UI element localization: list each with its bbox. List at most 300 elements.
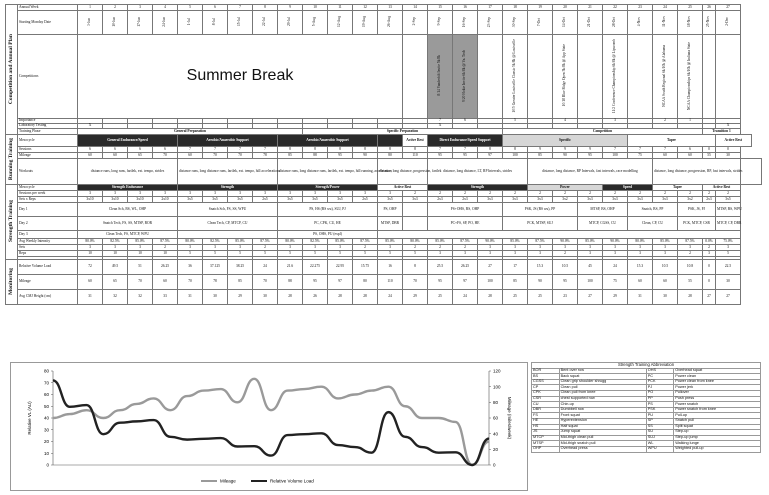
abbr-meaning: Half squat: [559, 424, 646, 430]
run-sessions: 6: [678, 147, 703, 153]
str-sessions: 2: [528, 191, 553, 197]
data-point: [388, 386, 389, 387]
run-mesocycle: [378, 135, 403, 147]
weekly-intensity: 85.0%: [228, 239, 253, 245]
weekly-intensity: 90.0%: [478, 239, 503, 245]
phase-transition: Transition 1: [703, 129, 741, 135]
data-point: [170, 410, 171, 411]
abbr-meaning: Back squat: [559, 374, 646, 380]
week-number: 8: [253, 5, 278, 11]
cmj-value: 25: [528, 290, 553, 305]
sets-value: 2: [428, 245, 453, 251]
run-sessions: 8: [328, 147, 353, 153]
cmj-value: 32: [128, 290, 153, 305]
abbr-meaning: Hyperextension: [559, 418, 646, 424]
monitor-mileage: 70: [128, 275, 153, 290]
reps-value: 5: [228, 251, 253, 257]
start-date-text: 5-Aug: [312, 17, 317, 27]
run-mileage: 60: [653, 153, 678, 159]
table-row: [6, 159, 762, 185]
importance-value: 4: [553, 119, 578, 124]
abbr-code: HE: [532, 418, 560, 424]
week-number: 25: [678, 5, 703, 11]
str-sessions: 3: [278, 191, 303, 197]
str-sessions: 2: [653, 191, 678, 197]
run-mileage: 97: [478, 153, 503, 159]
str-day3-exercises: Clean Tech, FS, MTCP, WPU: [78, 231, 178, 239]
data-point: [103, 434, 104, 435]
weekly-intensity: 85.0%: [653, 239, 678, 245]
monitor-mileage-label: Mileage: [18, 275, 78, 290]
data-point: [321, 386, 322, 387]
abbreviation-legend: [531, 362, 761, 489]
training-load-chart: [10, 362, 528, 491]
str-day2-exercises: PC+FS, SP, PO, HE: [428, 217, 503, 231]
str-mesocycle: Strength: [428, 185, 528, 191]
reps-label: Reps: [18, 251, 78, 257]
str-day1-exercises: PS+OHS, BS, OHP: [428, 203, 503, 217]
str-sets-reps: 3x5: [303, 197, 328, 203]
run-sessions: 6: [128, 147, 153, 153]
str-sessions: 3: [253, 191, 278, 197]
data-point: [271, 410, 272, 411]
abbr-code: HS: [532, 424, 560, 430]
cmj-value: 30: [203, 290, 228, 305]
start-date-text: 30-Sep: [512, 16, 517, 27]
week-number: 20: [553, 5, 578, 11]
week-number: 1: [78, 5, 103, 11]
cmj-value: 23: [553, 290, 578, 305]
run-workout: distance runs, long distance runs, fartlek, ext. tempo, hill accelerations: [178, 159, 278, 185]
start-date-text: 16-Sep: [462, 16, 467, 27]
str-mesocycle: Speed: [603, 185, 653, 191]
y-tick-label: 50: [43, 403, 49, 409]
start-date: [453, 11, 478, 35]
data-point: [86, 405, 87, 406]
monitor-mileage: 95: [553, 275, 578, 290]
run-mileage: 85: [278, 153, 303, 159]
start-date-text: 23-Sep: [487, 16, 492, 27]
str-mesocycle: Strength: [178, 185, 278, 191]
data-point: [355, 447, 356, 448]
abbr-meaning: Jump squat: [559, 430, 646, 436]
data-point: [405, 437, 406, 438]
start-date: [128, 11, 153, 35]
cmj-value: 29: [403, 290, 428, 305]
run-sessions: 7: [628, 147, 653, 153]
reps-value: 5: [178, 251, 203, 257]
week-number: 11: [328, 5, 353, 11]
cmj-value: 31: [78, 290, 103, 305]
week-number: 4: [153, 5, 178, 11]
str-sessions: 3: [228, 191, 253, 197]
run-sessions: 9: [553, 147, 578, 153]
rel-volume-value: 24: [253, 260, 278, 275]
run-sessions: 7: [203, 147, 228, 153]
str-day2-exercises: MTCP, CGSS, CU: [578, 217, 628, 231]
run-mesocycle: Taper: [628, 135, 716, 147]
start-date-text: 11-Nov: [662, 16, 667, 28]
run-mileage: 60: [78, 153, 103, 159]
section-competition-label: Competition and Annual Plan: [7, 33, 14, 104]
data-point: [237, 446, 238, 447]
run-sessions: 9: [578, 147, 603, 153]
week-number: 22: [603, 5, 628, 11]
run-sessions: 6: [78, 147, 103, 153]
weekly-intensity: 87.5%: [253, 239, 278, 245]
reps-value: 3: [503, 251, 528, 257]
run-mileage: 95: [453, 153, 478, 159]
cmj-value: 33: [153, 290, 178, 305]
abbr-code: SS: [646, 424, 673, 430]
abbr-meaning: Split squat: [674, 424, 761, 430]
data-point: [304, 389, 305, 390]
data-point: [137, 421, 138, 422]
run-mileage: 90: [353, 153, 378, 159]
y2-tick-label: 40: [493, 431, 499, 437]
str-sessions: 3: [203, 191, 228, 197]
data-point: [204, 390, 205, 391]
start-date: [716, 11, 741, 35]
abbr-meaning: Walking lunge: [674, 441, 761, 447]
start-date-text: 17-Jun: [137, 16, 142, 27]
sets-value: 2: [403, 245, 428, 251]
week-number: 26: [703, 5, 716, 11]
run-workout: distance runs, long distance runs, fartlek, ext. tempo, hill running, acceleration: [278, 159, 378, 185]
str-sets-reps: 3x10: [128, 197, 153, 203]
str-sessions: 2: [628, 191, 653, 197]
sets-value: 3: [716, 245, 741, 251]
str-sets-reps: 2x5: [353, 197, 378, 203]
week-number: 10: [303, 5, 328, 11]
y2-tick-label: 0: [493, 462, 496, 468]
start-date: [503, 11, 528, 35]
sets-value: 3: [578, 245, 603, 251]
data-point: [237, 402, 238, 403]
str-sessions: 2: [553, 191, 578, 197]
monitor-mileage: 97: [453, 275, 478, 290]
start-date-text: 8-Jul: [212, 18, 217, 26]
str-sets-reps: 3x3: [503, 197, 528, 203]
start-date-label: Starting Monday Date: [18, 11, 78, 35]
y2-tick-label: 120: [493, 368, 501, 374]
str-sets-reps: 2x3: [428, 197, 453, 203]
data-point: [338, 445, 339, 446]
abbr-code: PS: [646, 402, 673, 408]
rel-volume-value: 37.125: [203, 260, 228, 275]
sets-value: 3: [503, 245, 528, 251]
run-sessions: 0: [716, 147, 741, 153]
cmj-value: 31: [178, 290, 203, 305]
weekly-intensity: 75.0%: [716, 239, 741, 245]
abbr-code: CGSS: [532, 379, 560, 385]
cmj-value: 32: [103, 290, 128, 305]
monitor-mileage: 100: [478, 275, 503, 290]
str-day2-exercises: PC, CPK, CU, HE: [278, 217, 378, 231]
run-sessions: 0: [703, 147, 716, 153]
weekly-intensity: 80.0%: [628, 239, 653, 245]
rel-volume-value: 36: [178, 260, 203, 275]
sets-value: 2: [353, 245, 378, 251]
start-date-text: 26-Aug: [387, 16, 392, 28]
str-day1-exercises: Snatch Sch, FS, SS, WPU: [178, 203, 278, 217]
lab-test-mark: X: [428, 124, 453, 129]
day1-label: Day 1: [18, 203, 78, 217]
abbr-code: DBR: [532, 407, 560, 413]
sets-value: 3: [178, 245, 203, 251]
phase-competition: Competition: [503, 129, 703, 135]
rel-volume-value: 45: [578, 260, 603, 275]
rel-volume-value: 26.25: [153, 260, 178, 275]
phase-general: General Preparation: [78, 129, 303, 135]
str-day1-exercises: PS, OHP: [378, 203, 403, 217]
week-number: 3: [128, 5, 153, 11]
reps-value: 5: [353, 251, 378, 257]
str-sets-reps: 3x5: [378, 197, 403, 203]
weekly-intensity: 87.5%: [528, 239, 553, 245]
week-number: 17: [478, 5, 503, 11]
series-line-relative-volume-load: [53, 380, 489, 465]
reps-value: 5: [203, 251, 228, 257]
day3-label: Day 3: [18, 231, 78, 239]
reps-value: 10: [103, 251, 128, 257]
run-mileage: 95: [578, 153, 603, 159]
rel-volume-value: 16: [378, 260, 403, 275]
table-row: [6, 260, 762, 275]
run-mesocycle: Direct Endurance/Speed Support: [428, 135, 503, 147]
training-phase-label: Training Phase: [18, 129, 78, 135]
abbr-meaning: Power snatch from knee: [674, 407, 761, 413]
str-sets-reps: 3x5: [203, 197, 228, 203]
reps-value: 10: [128, 251, 153, 257]
empty-cell: [528, 35, 553, 119]
empty-cell: [403, 203, 428, 217]
y-axis-title: Relative VL (AU): [27, 401, 32, 435]
cmj-value: 25: [503, 290, 528, 305]
abbr-meaning: Push press: [674, 396, 761, 402]
abbr-meaning: Overhead press: [559, 446, 646, 452]
monitor-mileage: 0: [703, 275, 716, 290]
start-date: [303, 11, 328, 35]
day2-label: Day 2: [18, 217, 78, 231]
monitor-mileage: 100: [578, 275, 603, 290]
str-day1-exercises: PSK, JS, PJ: [678, 203, 716, 217]
run-sessions: 7: [453, 147, 478, 153]
start-date: [103, 11, 128, 35]
data-point: [489, 441, 490, 442]
section-running: [6, 135, 18, 185]
run-workout: distance, long distance, progression, RP, fast intervals, strides: [653, 159, 741, 185]
str-sessions: 2: [678, 191, 703, 197]
importance-value: 1: [678, 119, 703, 124]
data-point: [187, 396, 188, 397]
table-row: [532, 446, 761, 452]
table-row: [6, 11, 762, 35]
abbr-meaning: Mid-thigh snatch pull: [559, 441, 646, 447]
str-sessions: 3: [303, 191, 328, 197]
section-strength: [6, 185, 18, 260]
abbr-code: JS: [532, 430, 560, 436]
abbr-code: PSK: [646, 407, 673, 413]
run-sessions: 6: [103, 147, 128, 153]
sets-value: 3: [78, 245, 103, 251]
run-sessions: 7: [653, 147, 678, 153]
abbreviation-title: Strength Training Abbreviation: [532, 363, 761, 369]
start-date: [628, 11, 653, 35]
cmj-value: 29: [603, 290, 628, 305]
run-sessions-label: Sessions: [18, 147, 78, 153]
str-day2-exercises: Clean, CP, CU: [628, 217, 678, 231]
data-point: [388, 412, 389, 413]
start-date-text: 15-Jul: [237, 17, 242, 27]
start-date: [228, 11, 253, 35]
abbr-meaning: Power clean from knee: [674, 379, 761, 385]
y2-tick-label: 20: [493, 446, 499, 452]
monitor-mileage: 60: [628, 275, 653, 290]
run-mileage: 80: [378, 153, 403, 159]
section-running-label: Running Training: [7, 137, 14, 180]
rel-volume-value: 0: [703, 260, 716, 275]
str-day3-exercises: PS, OHS, PU (expl): [278, 231, 378, 239]
str-sessions-label: Sessions per week: [18, 191, 78, 197]
data-point: [422, 447, 423, 448]
weekly-intensity: 82.5%: [203, 239, 228, 245]
cmj-value: 29: [228, 290, 253, 305]
rel-volume-value: 10.5: [553, 260, 578, 275]
start-date-text: 21-Oct: [587, 16, 592, 27]
week-number: 23: [628, 5, 653, 11]
str-sessions: 2: [716, 191, 741, 197]
abbr-code: OHP: [532, 446, 560, 452]
rel-volume-value: 49.5: [103, 260, 128, 275]
data-point: [120, 422, 121, 423]
abbr-code: CSR: [532, 396, 560, 402]
competition-event: [678, 35, 703, 119]
weekly-intensity: 85.0%: [428, 239, 453, 245]
table-row: [6, 275, 762, 290]
weekly-intensity: 82.5%: [103, 239, 128, 245]
table-row: [6, 35, 762, 119]
rel-volume-value: 27: [478, 260, 503, 275]
start-date-text: 2-Dec: [725, 17, 730, 26]
monitor-mileage: 97: [328, 275, 353, 290]
run-mileage: 70: [153, 153, 178, 159]
str-sets-reps: 3x5: [278, 197, 303, 203]
sets-value: 3: [603, 245, 628, 251]
y2-tick-label: 60: [493, 415, 499, 421]
weekly-intensity: 82.5%: [303, 239, 328, 245]
abbr-code: FS: [532, 413, 560, 419]
str-sessions: 2: [578, 191, 603, 197]
monitor-mileage: 60: [653, 275, 678, 290]
abbr-meaning: Step-up: [674, 430, 761, 436]
abbr-code: PP: [646, 396, 673, 402]
start-date-text: 24-Jun: [162, 16, 167, 27]
str-sessions: 2: [403, 191, 428, 197]
week-number: 6: [203, 5, 228, 11]
reps-value: 2: [553, 251, 578, 257]
rel-volume-value: 72: [78, 260, 103, 275]
str-day1-exercises: Snatch, BS, PP: [628, 203, 678, 217]
str-day2-exercises: PCK, MTCP, CSR: [678, 217, 716, 231]
cmj-value: 28: [353, 290, 378, 305]
monitor-mileage: 70: [178, 275, 203, 290]
start-date: [528, 11, 553, 35]
str-sessions: 2: [478, 191, 503, 197]
reps-value: 5: [378, 251, 403, 257]
str-sets-reps: 3x10: [78, 197, 103, 203]
cmj-value: 28: [478, 290, 503, 305]
y-tick-label: 60: [43, 392, 49, 398]
week-number: 14: [403, 5, 428, 11]
str-sets-reps: 3x2: [678, 197, 703, 203]
run-workout: distance, long distance, RP Intervals, fast intervals, race modelling: [528, 159, 653, 185]
abbr-code: PJ: [646, 385, 673, 391]
rel-volume-value: 25.5: [428, 260, 453, 275]
sets-label: Sets: [18, 245, 78, 251]
start-date-text: 19-Aug: [362, 16, 367, 28]
abbr-meaning: Power jerk: [674, 385, 761, 391]
rel-volume-value: 26.25: [453, 260, 478, 275]
abbr-code: PCK: [646, 379, 673, 385]
str-sessions: 2: [453, 191, 478, 197]
abbr-meaning: Clean pull from knee: [559, 390, 646, 396]
data-point: [120, 410, 121, 411]
intensity-label: Avg Weekly Intensity: [18, 239, 78, 245]
rel-volume-value: 17: [503, 260, 528, 275]
str-day2-exercises: MTCP, CP, DBR: [716, 217, 741, 231]
sets-value: 3: [553, 245, 578, 251]
run-sessions: 8: [478, 147, 503, 153]
week-number: 9: [278, 5, 303, 11]
str-sets-reps: 2x10: [153, 197, 178, 203]
run-mileage: 30: [716, 153, 741, 159]
weekly-intensity: 87.5%: [353, 239, 378, 245]
rel-volume-value: 38.25: [228, 260, 253, 275]
rel-volume-value: 10.8: [678, 260, 703, 275]
reps-value: 5: [403, 251, 428, 257]
start-date-text: 22-Jul: [262, 17, 267, 27]
run-sessions: 7: [178, 147, 203, 153]
cmj-value: 31: [628, 290, 653, 305]
data-point: [304, 434, 305, 435]
abbr-meaning: Snatch pull: [674, 418, 761, 424]
data-point: [103, 418, 104, 419]
str-mesocycle: Strength/Power: [278, 185, 378, 191]
reps-value: 3: [653, 251, 678, 257]
section-monitoring-label: Monitoring: [7, 267, 14, 295]
start-date: [203, 11, 228, 35]
str-sessions: 2: [703, 191, 716, 197]
importance-value: 7: [428, 119, 453, 124]
lab-test-mark: X: [78, 124, 103, 129]
run-sessions: 8: [378, 147, 403, 153]
data-point: [137, 404, 138, 405]
str-sets-reps: 3x5: [716, 197, 741, 203]
line-chart-svg: [11, 363, 527, 490]
run-mileage: 90: [553, 153, 578, 159]
str-sets-reps: 3x3: [628, 197, 653, 203]
run-workout: distance, long distance, LT, RP Intervals, strides: [428, 159, 528, 185]
str-sets-reps: 2x3: [453, 197, 478, 203]
start-date: [478, 11, 503, 35]
start-date: [78, 11, 103, 35]
monitor-mileage: 88: [278, 275, 303, 290]
reps-value: 3: [578, 251, 603, 257]
str-mesocycle: Active Rest: [703, 185, 741, 191]
start-date: [603, 11, 628, 35]
str-sets-reps-label: Sets x Reps: [18, 197, 78, 203]
